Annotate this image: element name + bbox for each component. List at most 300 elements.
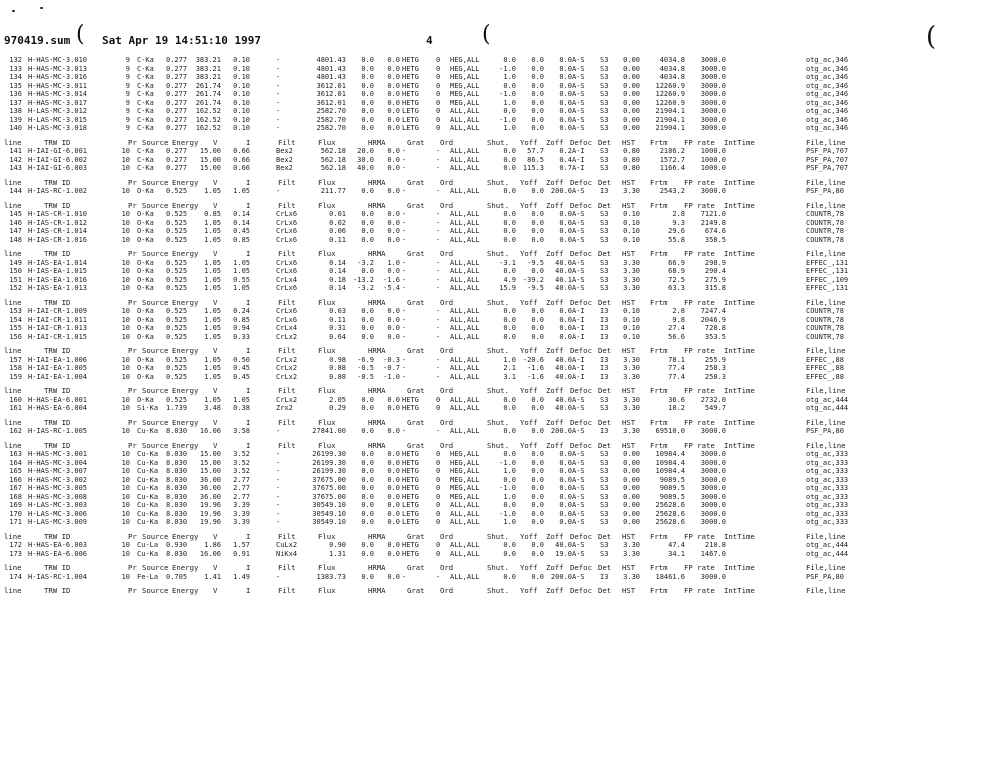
- table-cell: 170: [9, 509, 22, 518]
- column-label: Filt: [278, 346, 296, 355]
- table-cell: H-IAI-CR-1.013: [28, 324, 88, 332]
- table-cell: 0.0: [361, 549, 374, 558]
- column-label: Source: [142, 586, 169, 595]
- table-cell: A-S: [572, 501, 585, 509]
- table-cell: 200.0: [550, 427, 572, 435]
- table-cell: 18.2: [668, 404, 685, 412]
- column-label: line: [4, 177, 22, 187]
- table-cell: 9: [125, 107, 130, 115]
- table-cell: 210.8: [704, 541, 726, 549]
- table-cell: 0.10: [623, 235, 640, 244]
- print-datetime: Sat Apr 19 14:51:10 1997: [102, 34, 261, 47]
- table-cell: -1.6: [527, 372, 544, 381]
- table-cell: H-IAS-CR-1.010: [28, 210, 88, 218]
- column-label: Zoff: [546, 200, 564, 210]
- table-cell: 72.5: [668, 275, 685, 284]
- column-label: Det: [598, 346, 612, 355]
- table-cell: 0.0: [559, 56, 572, 64]
- table-cell: 0: [436, 73, 441, 81]
- table-cell: 2732.0: [700, 395, 726, 404]
- table-cell: O-Ka: [137, 315, 154, 324]
- column-label: TRW ID: [44, 417, 71, 427]
- table-cell: S3: [600, 147, 609, 155]
- table-cell: 0.0: [387, 450, 400, 458]
- table-cell: 200.0: [550, 187, 572, 195]
- table-cell: 0: [436, 458, 441, 467]
- column-label: I: [246, 297, 251, 307]
- table-cell: 10: [121, 218, 130, 227]
- table-cell: CrLx6: [276, 307, 298, 315]
- table-cell: HETG: [402, 475, 419, 484]
- table-cell: 0.277: [166, 115, 188, 124]
- table-row: [0, 267, 990, 276]
- table-cell: 0.4: [559, 155, 572, 164]
- record-block: [0, 564, 990, 581]
- table-cell: 0.11: [329, 315, 346, 324]
- table-cell: 0.10: [233, 81, 250, 90]
- table-cell: 0.0: [531, 549, 544, 558]
- table-cell: -5.4: [383, 284, 400, 292]
- table-row: [0, 450, 990, 459]
- column-label: File,line: [806, 586, 846, 595]
- table-cell: S3: [600, 124, 609, 132]
- table-cell: 358.5: [704, 235, 726, 244]
- table-cell: 3.58: [233, 427, 250, 435]
- table-cell: HETG: [402, 73, 419, 81]
- column-label: Shut.: [487, 417, 509, 427]
- table-cell: 0: [436, 64, 441, 73]
- table-cell: ALL,ALL: [450, 404, 480, 412]
- table-cell: 10: [121, 267, 130, 275]
- table-cell: A-S: [572, 267, 585, 275]
- table-cell: ALL,ALL: [450, 518, 480, 526]
- table-cell: 26199.30: [312, 458, 346, 467]
- table-cell: C-Ka: [137, 115, 154, 124]
- table-cell: -: [276, 64, 281, 73]
- table-cell: A-S: [572, 395, 585, 404]
- table-cell: ALL,ALL: [450, 210, 480, 218]
- column-label: Defoc: [570, 346, 592, 355]
- table-cell: 0.0: [387, 155, 400, 164]
- table-cell: O-Ka: [137, 395, 154, 404]
- table-cell: 0.00: [623, 73, 640, 81]
- column-label: TRW ID: [44, 563, 71, 572]
- table-cell: -1.6: [527, 364, 544, 372]
- table-cell: H-LAS-MC-3.015: [28, 115, 88, 124]
- table-cell: -: [436, 572, 441, 581]
- table-cell: 3.30: [623, 364, 640, 372]
- table-cell: -: [402, 235, 407, 244]
- binder-mark-center: (: [482, 22, 491, 47]
- table-cell: A-S: [572, 115, 585, 124]
- column-label: Ord: [440, 417, 454, 427]
- table-cell: 1.05: [204, 235, 221, 244]
- table-cell: 18461.6: [655, 572, 685, 581]
- table-cell: CrLx6: [276, 210, 298, 218]
- table-cell: S3: [600, 458, 609, 467]
- table-cell: 8.030: [166, 467, 188, 475]
- table-cell: -: [436, 372, 441, 381]
- table-cell: 0.930: [166, 541, 188, 549]
- table-cell: 0.10: [623, 227, 640, 235]
- table-cell: 2582.70: [316, 115, 346, 124]
- table-cell: S3: [600, 218, 609, 227]
- table-cell: 0: [436, 492, 441, 501]
- table-cell: ALL,ALL: [450, 541, 480, 549]
- table-cell: HETG: [402, 64, 419, 73]
- table-cell: CrLx6: [276, 267, 298, 275]
- column-label: Flux: [318, 249, 336, 258]
- table-cell: A-I: [572, 332, 585, 341]
- column-label: Ord: [440, 586, 454, 595]
- column-label: TRW ID: [44, 586, 71, 595]
- column-label: Shut.: [487, 249, 509, 258]
- table-cell: 0.0: [503, 235, 516, 244]
- table-cell: 40.1: [555, 275, 572, 284]
- table-cell: 10: [121, 572, 130, 581]
- table-cell: 8.030: [166, 518, 188, 526]
- table-cell: 10: [121, 147, 130, 155]
- table-cell: 0.00: [623, 115, 640, 124]
- table-cell: 167: [9, 484, 22, 492]
- table-cell: C-Ka: [137, 64, 154, 73]
- table-cell: 0.0: [387, 164, 400, 172]
- table-cell: -: [402, 372, 407, 381]
- table-cell: PSF_PA,707: [806, 147, 849, 155]
- table-cell: 10: [121, 187, 130, 195]
- table-cell: 29.6: [668, 227, 685, 235]
- table-row: [0, 364, 990, 373]
- table-cell: 0: [436, 56, 441, 64]
- table-cell: 0.0: [361, 427, 374, 435]
- column-label: Pr: [128, 137, 137, 147]
- table-cell: 3.30: [623, 404, 640, 412]
- table-cell: 0.0: [531, 518, 544, 526]
- table-cell: A-S: [572, 467, 585, 475]
- table-cell: 0.0: [559, 235, 572, 244]
- table-cell: 0.0: [387, 235, 400, 244]
- column-label: Energy: [172, 346, 199, 355]
- table-cell: 4801.43: [316, 64, 346, 73]
- table-cell: S3: [600, 258, 609, 267]
- table-cell: S3: [600, 235, 609, 244]
- column-label: IntTime: [724, 531, 755, 541]
- table-cell: 10: [121, 164, 130, 172]
- table-cell: 3.30: [623, 372, 640, 381]
- table-cell: 0.10: [233, 115, 250, 124]
- column-label: Defoc: [570, 563, 592, 572]
- table-cell: 8.030: [166, 549, 188, 558]
- table-cell: A-I: [572, 355, 585, 364]
- table-cell: 40.0: [555, 541, 572, 549]
- table-cell: 562.18: [320, 147, 346, 155]
- table-cell: -: [436, 258, 441, 267]
- table-cell: 0.0: [559, 98, 572, 107]
- table-cell: H-LAS-MC-3.003: [28, 501, 88, 509]
- table-cell: S3: [600, 107, 609, 115]
- column-label: V: [213, 177, 218, 187]
- table-cell: -1.0: [499, 64, 516, 73]
- table-row: [0, 147, 990, 156]
- table-cell: 0.0: [559, 475, 572, 484]
- column-label: FP rate: [684, 563, 715, 572]
- table-cell: 1000.0: [700, 155, 726, 164]
- table-cell: 0: [436, 475, 441, 484]
- table-cell: 0.525: [166, 235, 188, 244]
- table-cell: CrLx6: [276, 218, 298, 227]
- table-cell: 0.0: [361, 218, 374, 227]
- column-label: Source: [142, 386, 169, 395]
- column-label: Yoff: [520, 563, 538, 572]
- column-label: HST: [622, 586, 636, 595]
- table-cell: 0: [436, 541, 441, 549]
- table-row: [0, 404, 990, 413]
- table-cell: HETG: [402, 404, 419, 412]
- table-cell: 3.52: [233, 467, 250, 475]
- table-cell: C-Ka: [137, 73, 154, 81]
- column-label: Source: [142, 417, 169, 427]
- table-cell: 3.30: [623, 187, 640, 195]
- column-label: Grat: [407, 177, 425, 187]
- column-label: I: [246, 346, 251, 355]
- column-header-row: [0, 202, 990, 211]
- column-label: FP rate: [684, 297, 715, 307]
- table-cell: 19.96: [199, 501, 221, 509]
- table-cell: 0.24: [233, 307, 250, 315]
- table-cell: 0.0: [559, 509, 572, 518]
- table-cell: 0.0: [361, 572, 374, 581]
- table-cell: H-HAS-MC-3.004: [28, 458, 88, 467]
- column-label: Pr: [128, 249, 137, 258]
- column-label: IntTime: [724, 586, 755, 595]
- column-label: Filt: [278, 200, 296, 210]
- table-cell: S3: [600, 98, 609, 107]
- table-cell: 0.0: [559, 218, 572, 227]
- table-cell: -: [276, 73, 281, 81]
- table-cell: H-LAS-MC-3.006: [28, 509, 88, 518]
- table-cell: 3000.0: [700, 124, 726, 132]
- table-cell: 27.4: [668, 324, 685, 332]
- column-label: Energy: [172, 563, 199, 572]
- table-cell: A-S: [572, 187, 585, 195]
- column-label: Filt: [278, 249, 296, 258]
- column-label: Zoff: [546, 177, 564, 187]
- table-row: [0, 187, 990, 196]
- table-cell: -: [276, 56, 281, 64]
- table-cell: -: [276, 501, 281, 509]
- table-cell: 0.31: [329, 324, 346, 332]
- table-cell: 1.05: [204, 227, 221, 235]
- table-cell: 1.05: [204, 332, 221, 341]
- table-cell: -1.6: [383, 275, 400, 284]
- table-cell: H-IAS-EA-1.015: [28, 267, 88, 275]
- column-label: I: [246, 440, 251, 450]
- column-label: Filt: [278, 297, 296, 307]
- table-cell: 3.30: [623, 395, 640, 404]
- table-cell: 26199.30: [312, 467, 346, 475]
- table-cell: 0.85: [204, 210, 221, 218]
- table-cell: 0.277: [166, 64, 188, 73]
- table-cell: CrLx2: [276, 332, 298, 341]
- table-cell: CrLx2: [276, 372, 298, 381]
- table-cell: EFFEC_,131: [806, 284, 849, 292]
- table-cell: ALL,ALL: [450, 427, 480, 435]
- table-cell: 40.0: [555, 364, 572, 372]
- table-cell: Cu-Ka: [137, 509, 159, 518]
- column-label: IntTime: [724, 417, 755, 427]
- table-cell: ALL,ALL: [450, 501, 480, 509]
- table-cell: A-I: [572, 315, 585, 324]
- table-cell: A-I: [572, 364, 585, 372]
- table-cell: 0.0: [361, 64, 374, 73]
- table-cell: 9: [125, 90, 130, 98]
- table-cell: otg_ac,444: [806, 404, 849, 412]
- table-cell: 2582.70: [316, 124, 346, 132]
- table-cell: otg_ac,333: [806, 501, 849, 509]
- table-cell: -: [402, 324, 407, 332]
- table-cell: Bex2: [276, 164, 293, 172]
- table-row: [0, 90, 990, 99]
- column-label: Zoff: [546, 531, 564, 541]
- column-label: TRW ID: [44, 249, 71, 258]
- table-cell: 8.030: [166, 475, 188, 484]
- table-cell: 0.0: [531, 227, 544, 235]
- table-row: [0, 484, 990, 493]
- table-cell: 3.30: [623, 267, 640, 275]
- column-label: Defoc: [570, 200, 592, 210]
- table-cell: 9: [125, 73, 130, 81]
- column-label: FP rate: [684, 417, 715, 427]
- table-cell: -: [436, 427, 441, 435]
- table-cell: 3000.0: [700, 73, 726, 81]
- table-cell: H-IAS-RC-1.005: [28, 427, 88, 435]
- table-cell: 0.66: [233, 147, 250, 155]
- table-cell: COUNTR,78: [806, 315, 844, 324]
- table-cell: -: [436, 355, 441, 364]
- column-label: HST: [622, 137, 636, 147]
- table-cell: 0.0: [387, 475, 400, 484]
- table-cell: -: [436, 227, 441, 235]
- table-cell: ALL,ALL: [450, 315, 480, 324]
- punch-mark: [12, 10, 15, 12]
- table-cell: -: [276, 509, 281, 518]
- table-cell: 1.05: [233, 187, 250, 195]
- table-cell: 0.14: [233, 218, 250, 227]
- table-cell: 10: [121, 484, 130, 492]
- column-header-row: [0, 299, 990, 308]
- table-cell: 0: [436, 450, 441, 458]
- record-block: [0, 179, 990, 196]
- table-cell: -: [276, 187, 281, 195]
- table-cell: COUNTR,78: [806, 218, 844, 227]
- table-cell: A-S: [572, 107, 585, 115]
- table-cell: 0.0: [503, 572, 516, 581]
- table-cell: 0.0: [387, 147, 400, 155]
- table-row: [0, 510, 990, 519]
- table-cell: A-S: [572, 64, 585, 73]
- column-label: Det: [598, 249, 612, 258]
- table-cell: 0.0: [387, 90, 400, 98]
- table-cell: I3: [600, 332, 609, 341]
- column-label: Grat: [407, 346, 425, 355]
- table-cell: 30549.10: [312, 501, 346, 509]
- table-row: [0, 276, 990, 285]
- table-cell: 2.77: [233, 492, 250, 501]
- table-cell: 10: [121, 395, 130, 404]
- table-cell: 3000.0: [700, 90, 726, 98]
- table-row: [0, 476, 990, 485]
- column-label: Ord: [440, 177, 454, 187]
- column-label: Yoff: [520, 440, 538, 450]
- column-label: FP rate: [684, 586, 715, 595]
- table-cell: 0.0: [531, 332, 544, 341]
- table-cell: 9089.5: [659, 484, 685, 492]
- table-cell: otg_ac,444: [806, 395, 849, 404]
- table-cell: MEG,ALL: [450, 484, 480, 492]
- table-cell: 40.0: [555, 267, 572, 275]
- column-label: Flux: [318, 177, 336, 187]
- column-label: TRW ID: [44, 531, 71, 541]
- column-label: Energy: [172, 177, 199, 187]
- table-cell: 34.1: [668, 549, 685, 558]
- column-label: Frtm: [650, 531, 668, 541]
- column-label: Frtm: [650, 177, 668, 187]
- table-cell: 154: [9, 315, 22, 324]
- table-cell: Bex2: [276, 155, 293, 164]
- table-cell: 155: [9, 324, 22, 332]
- column-label: File,line: [806, 249, 846, 258]
- record-block: [0, 250, 990, 293]
- table-cell: H-HAS-MC-3.011: [28, 81, 88, 90]
- column-label: HST: [622, 346, 636, 355]
- table-cell: COUNTR,78: [806, 210, 844, 218]
- table-cell: 0.0: [361, 307, 374, 315]
- column-label: IntTime: [724, 249, 755, 258]
- table-cell: otg_ac,333: [806, 467, 849, 475]
- column-label: Flux: [318, 386, 336, 395]
- table-cell: 10: [121, 450, 130, 458]
- table-cell: 0.0: [361, 492, 374, 501]
- table-cell: COUNTR,78: [806, 307, 844, 315]
- table-cell: S3: [600, 549, 609, 558]
- table-cell: 3612.01: [316, 90, 346, 98]
- column-label: Grat: [407, 386, 425, 395]
- table-cell: 0.0: [503, 427, 516, 435]
- table-cell: 0.0: [387, 218, 400, 227]
- table-cell: I3: [600, 324, 609, 332]
- table-cell: 10: [121, 275, 130, 284]
- table-cell: 0.0: [387, 458, 400, 467]
- table-cell: 0.00: [623, 458, 640, 467]
- table-cell: 1.05: [204, 267, 221, 275]
- table-cell: 0.0: [361, 509, 374, 518]
- table-cell: 0.0: [387, 324, 400, 332]
- table-cell: 0.0: [503, 549, 516, 558]
- table-cell: 0: [436, 395, 441, 404]
- table-cell: 0.02: [329, 218, 346, 227]
- table-row: [0, 219, 990, 228]
- table-cell: A-S: [572, 81, 585, 90]
- table-cell: -: [402, 258, 407, 267]
- column-label: Flux: [318, 200, 336, 210]
- table-cell: 0.11: [329, 235, 346, 244]
- table-cell: A-S: [572, 275, 585, 284]
- table-cell: H-IAI-EA-1.004: [28, 372, 88, 381]
- table-cell: ALL,ALL: [450, 549, 480, 558]
- column-label: Grat: [407, 440, 425, 450]
- column-header-row: [0, 533, 990, 542]
- table-cell: S3: [600, 115, 609, 124]
